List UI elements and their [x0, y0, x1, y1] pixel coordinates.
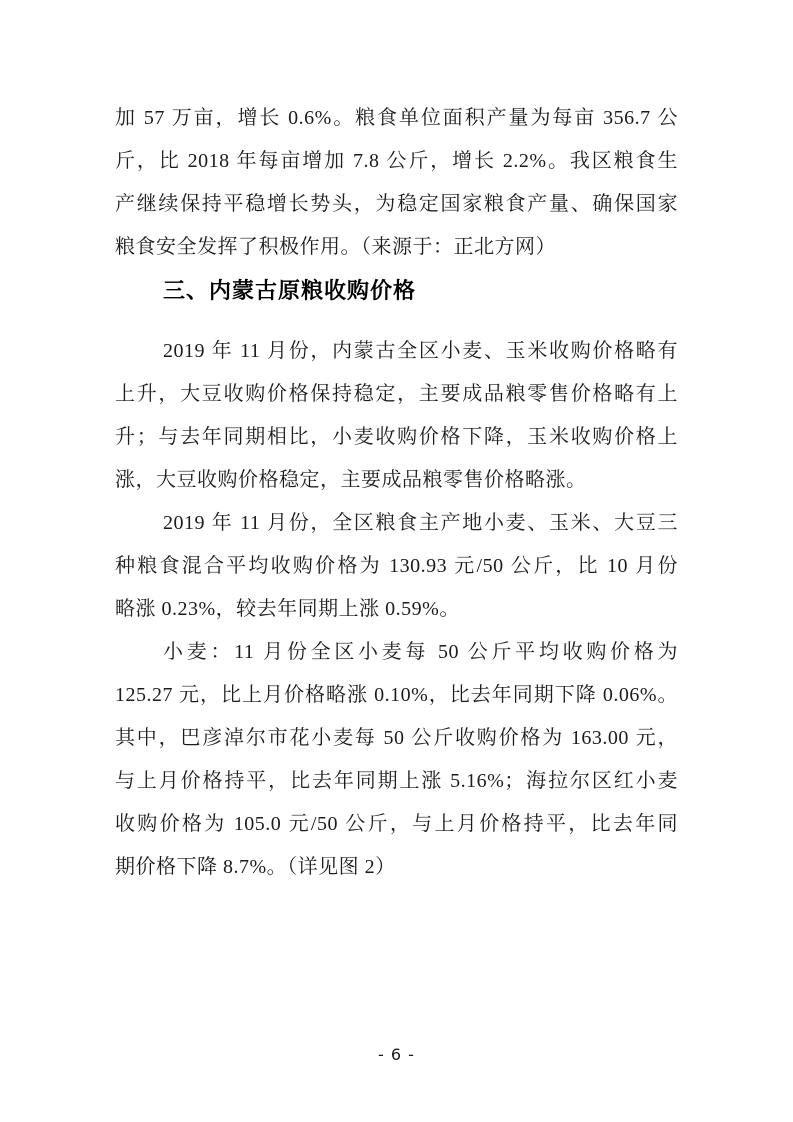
- text-line: 略涨 0.23%，较去年同期上涨 0.59%。: [115, 598, 460, 620]
- document-body: [115, 97, 678, 889]
- text-line: 升；与去年同期相比，小麦收购价格下降，玉米收购价格上: [115, 426, 678, 448]
- text-line: 期价格下降 8.7%。（详见图 2）: [115, 856, 396, 878]
- text-line: 2019 年 11 月份，内蒙古全区小麦、玉米收购价格略有: [163, 340, 678, 362]
- text-line: 种粮食混合平均收购价格为 130.93 元/50 公斤，比 10 月份: [115, 555, 678, 577]
- paragraph: [115, 502, 678, 631]
- text-line: 加 57 万亩，增长 0.6%。粮食单位面积产量为每亩 356.7 公: [115, 107, 678, 129]
- text-line: 与上月价格持平，比去年同期上涨 5.16%；海拉尔区红小麦: [115, 770, 678, 792]
- page-number: - 6 -: [378, 1045, 415, 1064]
- text-line: 斤，比 2018 年每亩增加 7.8 公斤，增长 2.2%。我区粮食生: [115, 150, 678, 172]
- text-line: 小麦：11 月份全区小麦每 50 公斤平均收购价格为: [163, 641, 678, 663]
- paragraph: [115, 631, 678, 889]
- text-line: 125.27 元，比上月价格略涨 0.10%，比去年同期下降 0.06%。: [115, 684, 678, 706]
- text-line: 产继续保持平稳增长势头，为稳定国家粮食产量、确保国家: [115, 193, 678, 215]
- text-line: 涨，大豆收购价格稳定，主要成品粮零售价格略涨。: [115, 469, 587, 491]
- text-line: 2019 年 11 月份，全区粮食主产地小麦、玉米、大豆三: [163, 512, 678, 534]
- paragraph: [115, 330, 678, 502]
- section-heading: [115, 269, 678, 312]
- text-line: 上升，大豆收购价格保持稳定，主要成品粮零售价格略有上: [115, 383, 678, 405]
- text-line: 其中，巴彦淖尔市花小麦每 50 公斤收购价格为 163.00 元，: [115, 727, 678, 749]
- text-line: 收购价格为 105.0 元/50 公斤，与上月价格持平，比去年同: [115, 813, 678, 835]
- text-line: 三、内蒙古原粮收购价格: [163, 278, 417, 303]
- text-line: 粮食安全发挥了积极作用。（来源于：正北方网）: [115, 236, 556, 258]
- paragraph: [115, 97, 678, 269]
